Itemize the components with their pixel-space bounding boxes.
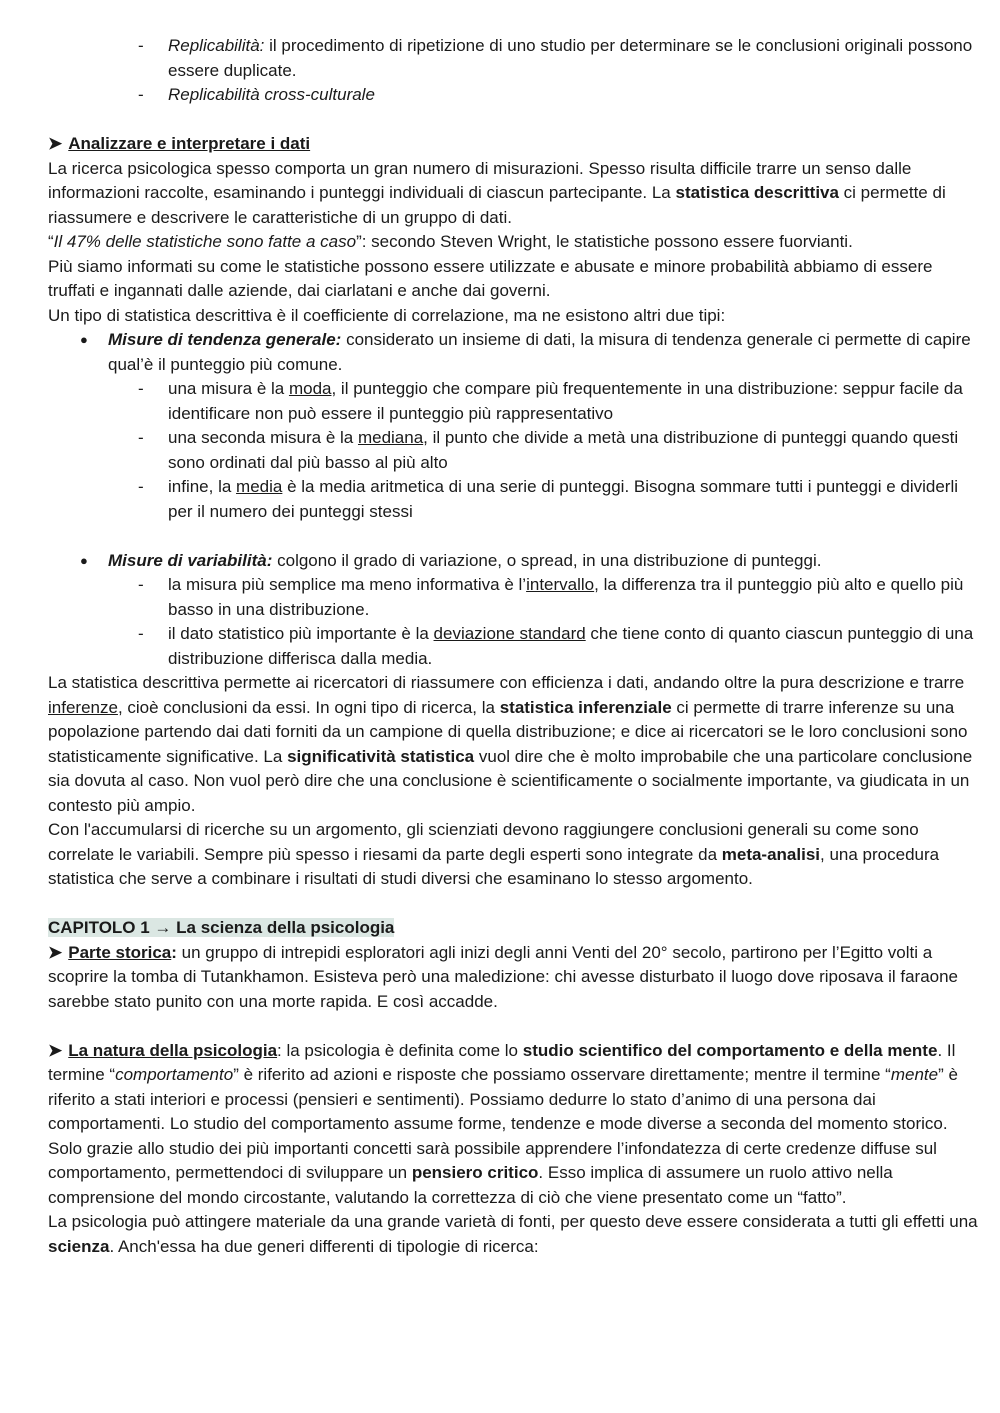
paragraph: La psicologia può attingere materiale da una grande varietà di fonti, per questo deve essere considerata a tutti gli effetti una scienza. Anch'essa ha due generi differenti di tipologie di ricerca:: [48, 1212, 978, 1256]
bullet-item: ● Misure di tendenza generale: considerato un insieme di dati, la misura di tendenza generale ci permette di capire qual’è il punteggio più comune.: [80, 330, 971, 374]
arrow-icon: ➤: [48, 134, 63, 153]
dash-marker: -: [138, 36, 144, 55]
paragraph: Più siamo informati su come le statistiche possono essere utilizzate e abusate e minore probabilità abbiamo di essere truffati e ingannati dalle aziende, dai ciarlatani e anche dai governi.: [48, 256, 933, 300]
list-item: - infine, la media è la media aritmetica di una serie di punteggi. Bisogna sommare tutti i punteggi e dividerli per il numero dei punteggi stessi: [138, 477, 959, 521]
arrow-icon: ➤: [48, 1040, 63, 1060]
list-item: - una seconda misura è la mediana, il punto che divide a metà una distribuzione di punteggi quando questi sono ordinati dal più basso al più alto: [138, 428, 959, 472]
dash-marker: -: [138, 575, 144, 594]
section-heading: ➤ Analizzare e interpretare i dati: [48, 134, 311, 153]
quote-paragraph: “Il 47% delle statistiche sono fatte a caso”: secondo Steven Wright, le statistiche possono essere fuorvianti.: [48, 232, 853, 251]
document-page: [48, 34, 978, 1259]
paragraph: ➤ La natura della psicologia: la psicologia è definita come lo studio scientifico del comportamento e della mente. Il termine “comportamento” è riferito ad azioni e risposte che possiamo osservare direttamente; mentre il termine “mente” è riferito a stati interiori e processi (pensieri e sentimenti). Possiamo dedurre lo stato d’animo di una persona dai comportamenti. Lo studio del comportamento assume forme, tendenze e mode diverse a seconda del momento storico. Solo grazie allo studio dei più importanti concetti sarà possibile apprendere l’infondatezza di certe credenze diffuse sul comportamento, permettendoci di sviluppare un pensiero critico. Esso implica di assumere un ruolo attivo nella comprensione del mondo circostante, valutando la correttezza di ciò che viene presentato come un “fatto”.: [48, 1040, 958, 1207]
paragraph: La ricerca psicologica spesso comporta un gran numero di misurazioni. Spesso risulta difficile trarre un senso dalle informazioni raccolte, esaminando i punteggi individuali di ciascun partecipante. La statistica descrittiva ci permette di riassumere e descrivere le caratteristiche di un gruppo di dati.: [48, 158, 946, 227]
bullet-marker: ●: [80, 332, 88, 347]
list-item: - Replicabilità: il procedimento di ripetizione di uno studio per determinare se le conclusioni originali possono essere duplicate.: [138, 36, 973, 80]
list-item: [48, 83, 978, 108]
spacer: [48, 524, 978, 549]
list-item: - la misura più semplice ma meno informativa è l’intervallo, la differenza tra il punteggio più alto e quello più basso in una distribuzione.: [138, 575, 964, 619]
dash-marker: -: [138, 379, 144, 398]
dash-marker: -: [138, 428, 144, 447]
spacer: [48, 892, 978, 917]
list-item: - il dato statistico più importante è la deviazione standard che tiene conto di quanto ciascun punteggio di una distribuzione differisca dalla media.: [138, 624, 974, 668]
bullet-item: ● Misure di variabilità: colgono il grado di variazione, o spread, in una distribuzione di punteggi.: [48, 549, 978, 574]
term: Replicabilità cross-culturale: [168, 85, 375, 104]
list-item: - una misura è la moda, il punteggio che compare più frequentemente in una distribuzione: seppur facile da identificare non può essere il punteggio più rappresentativo: [138, 379, 963, 423]
paragraph: Con l'accumularsi di ricerche su un argomento, gli scienziati devono raggiungere conclusioni generali su come sono correlate le variabili. Sempre più spesso i riesami da parte degli esperti sono integrate da meta-analisi, una procedura statistica che serve a combinare i risultati di studi diversi che esaminano lo stesso argomento.: [48, 820, 940, 888]
spacer: [48, 1014, 978, 1039]
paragraph: Un tipo di statistica descrittiva è il coefficiente di correlazione, ma ne esistono altri due tipi:: [48, 305, 726, 325]
arrow-icon: ➤: [48, 942, 63, 962]
spacer: [48, 108, 978, 133]
dash-marker: -: [138, 477, 144, 496]
paragraph: ➤ Parte storica: un gruppo di intrepidi esploratori agli inizi degli anni Venti del 20° secolo, partirono per l’Egitto volti a scoprire la tomba di Tutankhamon. Esisteva però una maledizione: chi avesse disturbato il luogo dove riposava il faraone sarebbe stato punito con una morte rapida. E così accadde.: [48, 942, 959, 1011]
chapter-title: CAPITOLO 1 → La scienza della psicologia: [48, 918, 395, 937]
dash-marker: -: [138, 624, 144, 643]
paragraph: La statistica descrittiva permette ai ricercatori di riassumere con efficienza i dati, andando oltre la pura descrizione e trarre inferenze, cioè conclusioni da essi. In ogni tipo di ricerca, la statistica inferenziale ci permette di trarre inferenze su una popolazione partendo dai dati forniti da un campione di quella distribuzione; e dice ai ricercatori se le loro conclusioni sono statisticamente significative. La significatività statistica vuol dire che è molto improbabile che una particolare conclusione sia dovuta al caso. Non vuol però dire che una conclusione è scientificamente o socialmente importante, va giudicata in un contesto più ampio.: [48, 673, 973, 815]
dash-marker: -: [138, 85, 144, 104]
bullet-marker: ●: [80, 552, 88, 568]
term: Replicabilità:: [168, 36, 265, 55]
